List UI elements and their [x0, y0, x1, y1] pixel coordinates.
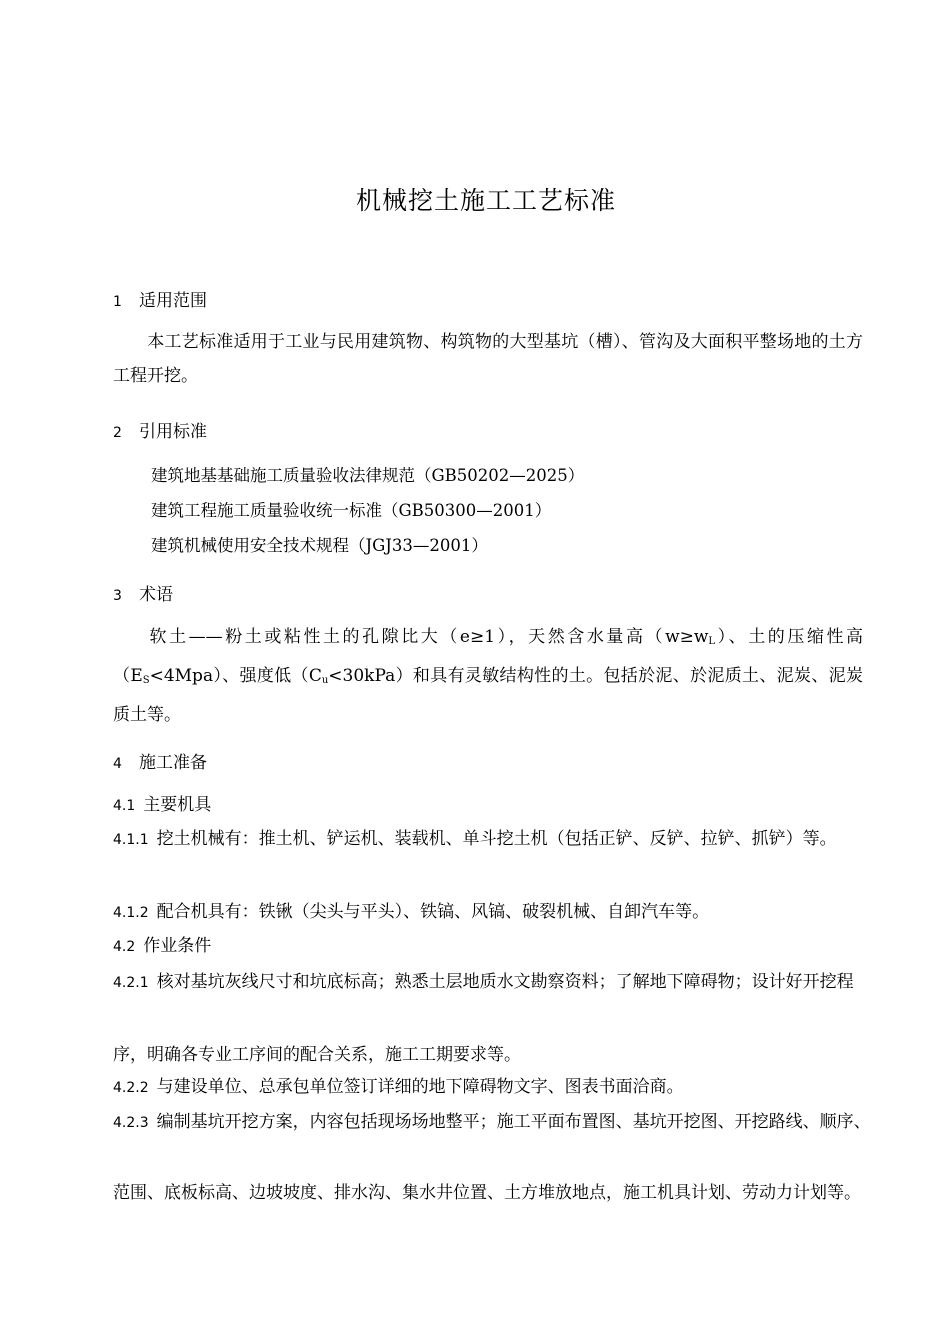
section-number: 3 [113, 588, 122, 604]
reference-item: 建筑工程施工质量验收统一标准（GB50300—2001） [151, 501, 552, 520]
clause-4-1-2: 4.1.2 配合机具有：铁锹（尖头与平头）、铁镐、风镐、破裂机械、自卸汽车等。 [113, 902, 710, 922]
subsection-4-1: 4.1 主要机具 [113, 795, 212, 815]
section-number: 2 [113, 425, 122, 441]
clause-4-2-3-continued: 范围、底板标高、边坡坡度、排水沟、集水井位置、土方堆放地点，施工机具计划、劳动力计划等。 [113, 1183, 861, 1203]
section-title: 适用范围 [139, 291, 207, 311]
section-1-heading [113, 286, 207, 311]
section-title: 引用标准 [139, 422, 207, 442]
clause-4-1-1: 4.1.1 挖土机械有：推土机、铲运机、装载机、单斗挖土机（包括正铲、反铲、拉铲、抓铲）等。 [113, 829, 837, 849]
reference-item: 建筑机械使用安全技术规程（JGJ33—2001） [151, 536, 488, 555]
clause-4-2-1-continued: 序，明确各专业工序间的配合关系，施工工期要求等。 [113, 1045, 521, 1065]
section-number: 4 [113, 756, 122, 772]
reference-item: 建筑地基基础施工质量验收法律规范（GB50202—2025） [151, 466, 585, 485]
clause-4-2-3: 4.2.3 编制基坑开挖方案，内容包括现场场地整平；施工平面布置图、基坑开挖图、开挖路线、顺序、 [113, 1112, 871, 1132]
scope-text: 本工艺标准适用于工业与民用建筑物、构筑物的大型基坑（槽）、管沟及大面积平整场地的土方工程开挖。 [113, 332, 863, 386]
clause-4-2-1: 4.2.1 核对基坑灰线尺寸和坑底标高；熟悉土层地质水文勘察资料；了解地下障碍物；设计好开挖程 [113, 972, 854, 992]
section-number: 1 [113, 294, 122, 310]
subsection-4-2: 4.2 作业条件 [113, 936, 212, 956]
section-title: 术语 [139, 585, 173, 605]
section-4-heading [113, 748, 207, 773]
section-3-heading [113, 580, 173, 605]
term-definition: 软土——粉土或粘性土的孔隙比大（e≥1），天然含水量高$(w\ge w_L)$、土的压缩性高$(E_S<4Mpa)$、强度低$(C_u<30kPa)$和具有灵敏结构性的土。包括於泥、於泥质土、泥炭、泥炭质土等。 [113, 627, 864, 725]
document-title: 机械挖土施工工艺标准 [355, 186, 616, 215]
section-1-paragraph [113, 325, 863, 393]
section-2-heading [113, 417, 207, 442]
clause-4-2-2: 4.2.2 与建设单位、总承包单位签订详细的地下障碍物文字、图表书面洽商。 [113, 1077, 684, 1097]
section-title: 施工准备 [139, 753, 207, 773]
